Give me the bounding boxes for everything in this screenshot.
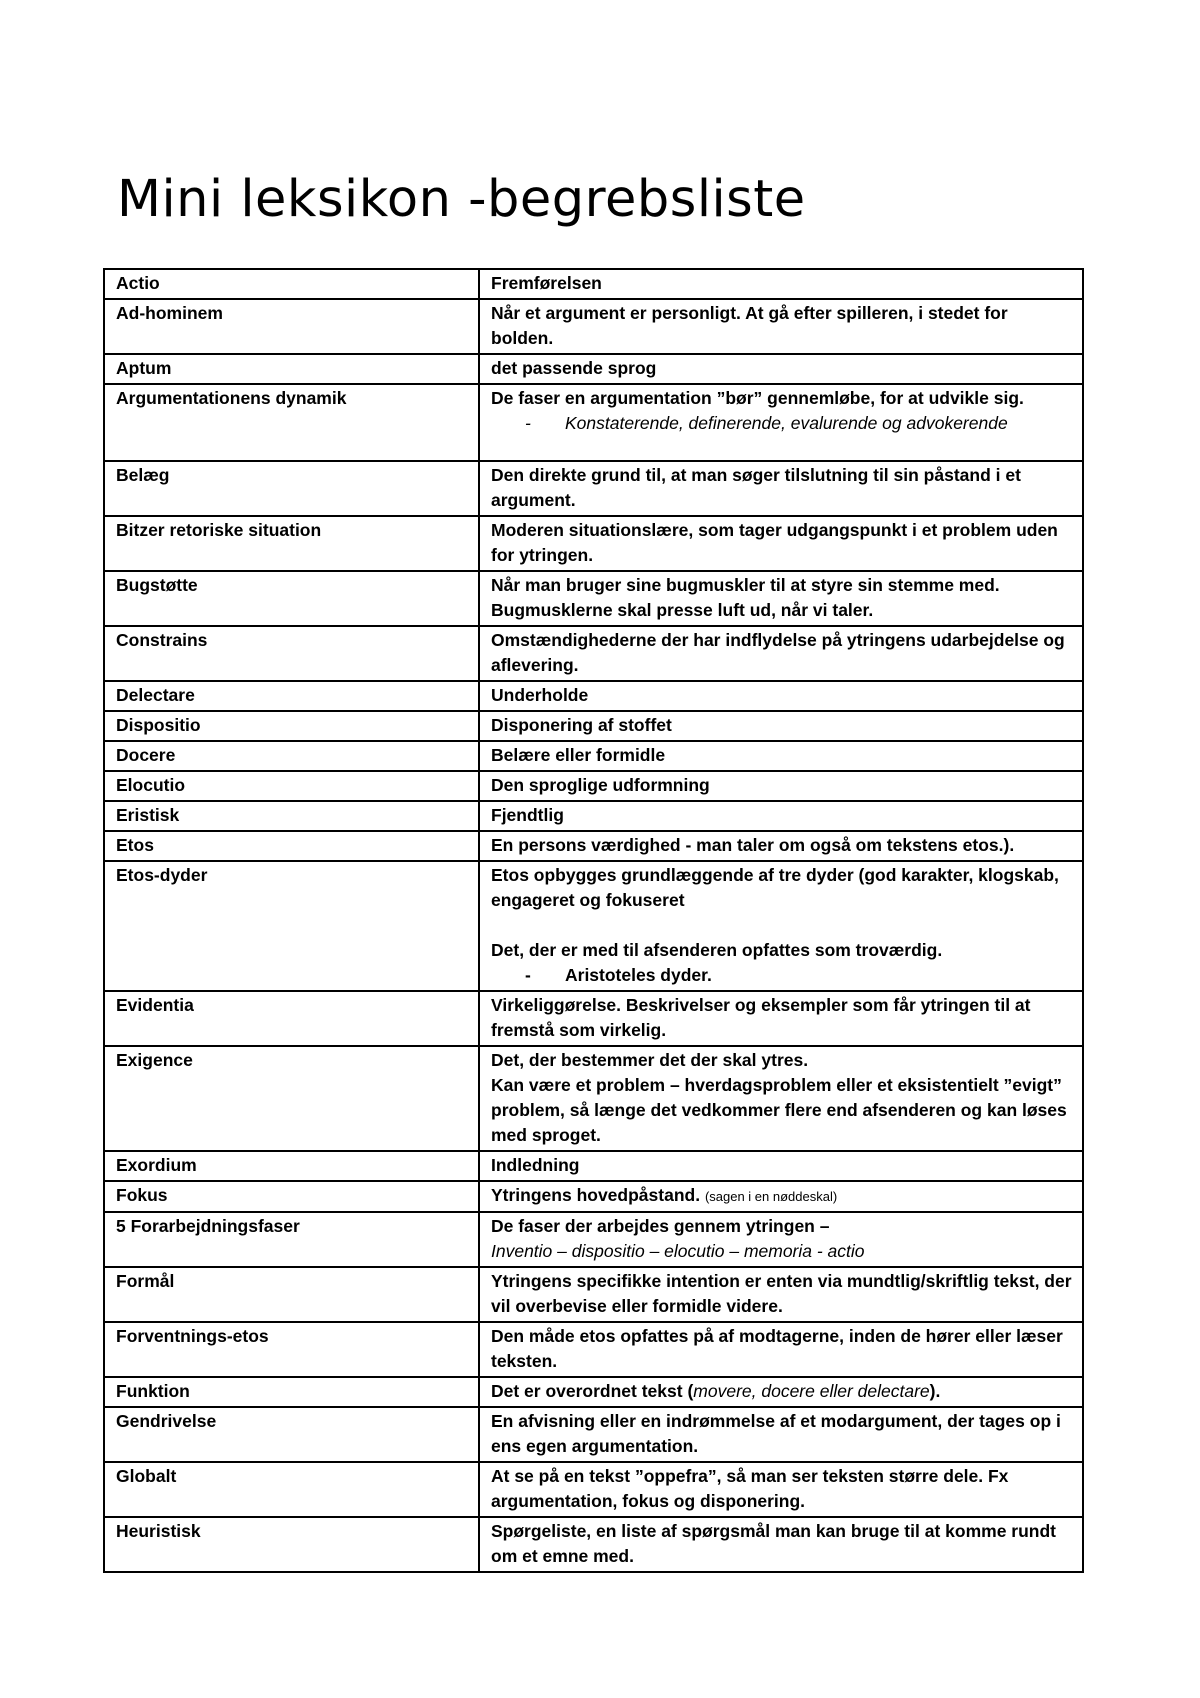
term-cell: Actio: [104, 269, 479, 299]
definition-cell: Indledning: [479, 1151, 1083, 1181]
definition-cell: Virkeliggørelse. Beskrivelser og eksempler som får ytringen til at fremstå som virkelig.: [479, 991, 1083, 1046]
definition-text: De faser en argumentation ”bør” gennemløbe, for at udvikle sig.: [491, 388, 1024, 408]
definition-text-2: Kan være et problem – hverdagsproblem eller et eksistentielt ”evigt” problem, så længe det vedkommer flere end afsenderen og kan løses med sproget.: [491, 1075, 1067, 1145]
term-cell: Gendrivelse: [104, 1407, 479, 1462]
definition-note: (sagen i en nøddeskal): [704, 1189, 838, 1204]
term-cell: Formål: [104, 1267, 479, 1322]
bullet-item: [491, 963, 1072, 988]
term-cell: Bitzer retoriske situation: [104, 516, 479, 571]
table-row: [104, 269, 1083, 299]
term-cell: Elocutio: [104, 771, 479, 801]
table-row: [104, 1212, 1083, 1267]
definition-cell: Moderen situationslære, som tager udgangspunkt i et problem uden for ytringen.: [479, 516, 1083, 571]
definition-cell: Omstændighederne der har indflydelse på ytringens udarbejdelse og aflevering.: [479, 626, 1083, 681]
definition-italic: movere, docere eller delectare: [693, 1381, 930, 1401]
table-row: [104, 831, 1083, 861]
definition-cell: Den direkte grund til, at man søger tilslutning til sin påstand i et argument.: [479, 461, 1083, 516]
definition-cell: Når et argument er personligt. At gå efter spilleren, i stedet for bolden.: [479, 299, 1083, 354]
bullet-dash: -: [525, 965, 531, 985]
term-cell: Docere: [104, 741, 479, 771]
term-cell: Bugstøtte: [104, 571, 479, 626]
term-cell: Belæg: [104, 461, 479, 516]
table-row: [104, 516, 1083, 571]
spacer: [491, 436, 1072, 458]
definition-cell: En persons værdighed - man taler om også om tekstens etos.).: [479, 831, 1083, 861]
term-cell: 5 Forarbejdningsfaser: [104, 1212, 479, 1267]
definition-cell: [479, 384, 1083, 461]
table-row: [104, 1046, 1083, 1151]
definition-text: Etos opbygges grundlæggende af tre dyder (god karakter, klogskab, engageret og fokuseret: [491, 865, 1059, 910]
table-row: [104, 741, 1083, 771]
definition-text: Ytringens hovedpåstand.: [491, 1185, 701, 1205]
table-row: [104, 1181, 1083, 1212]
table-row: [104, 1407, 1083, 1462]
table-row: [104, 299, 1083, 354]
glossary-table: [103, 268, 1084, 1573]
definition-cell: det passende sprog: [479, 354, 1083, 384]
table-row: [104, 711, 1083, 741]
definition-cell: Den måde etos opfattes på af modtagerne, inden de hører eller læser teksten.: [479, 1322, 1083, 1377]
term-cell: Forventnings-etos: [104, 1322, 479, 1377]
definition-text-end: ).: [929, 1381, 941, 1401]
table-row: [104, 1517, 1083, 1572]
term-cell: Exordium: [104, 1151, 479, 1181]
bullet-text: Konstaterende, definerende, evalurende og advokerende: [565, 413, 1008, 433]
term-cell: Evidentia: [104, 991, 479, 1046]
definition-cell: Disponering af stoffet: [479, 711, 1083, 741]
table-row: [104, 801, 1083, 831]
table-row: [104, 384, 1083, 461]
definition-cell: En afvisning eller en indrømmelse af et modargument, der tages op i ens egen argumentation.: [479, 1407, 1083, 1462]
definition-text-2: Det, der er med til afsenderen opfattes som troværdig.: [491, 940, 943, 960]
definition-cell: Fremførelsen: [479, 269, 1083, 299]
table-row: [104, 861, 1083, 991]
definition-cell: Underholde: [479, 681, 1083, 711]
spacer: [491, 913, 1072, 938]
definition-cell: [479, 1377, 1083, 1407]
table-row: [104, 354, 1083, 384]
term-cell: Argumentationens dynamik: [104, 384, 479, 461]
definition-cell: Den sproglige udformning: [479, 771, 1083, 801]
table-row: [104, 1322, 1083, 1377]
table-row: [104, 1151, 1083, 1181]
term-cell: Constrains: [104, 626, 479, 681]
definition-cell: [479, 1046, 1083, 1151]
term-cell: Ad-hominem: [104, 299, 479, 354]
term-cell: Heuristisk: [104, 1517, 479, 1572]
definition-cell: Fjendtlig: [479, 801, 1083, 831]
table-row: [104, 1267, 1083, 1322]
bullet-text: Aristoteles dyder.: [565, 965, 712, 985]
table-row: [104, 1377, 1083, 1407]
definition-text: De faser der arbejdes gennem ytringen –: [491, 1216, 830, 1236]
definition-cell: Spørgeliste, en liste af spørgsmål man kan bruge til at komme rundt om et emne med.: [479, 1517, 1083, 1572]
term-cell: Globalt: [104, 1462, 479, 1517]
term-cell: Eristisk: [104, 801, 479, 831]
table-row: [104, 461, 1083, 516]
definition-cell: [479, 861, 1083, 991]
term-cell: Fokus: [104, 1181, 479, 1212]
term-cell: Funktion: [104, 1377, 479, 1407]
page-title: Mini leksikon -begrebsliste: [117, 170, 806, 229]
definition-cell: Belære eller formidle: [479, 741, 1083, 771]
definition-text: Det er overordnet tekst (: [491, 1381, 694, 1401]
term-cell: Etos: [104, 831, 479, 861]
definition-cell: [479, 1212, 1083, 1267]
table-row: [104, 1462, 1083, 1517]
definition-cell: [479, 1181, 1083, 1212]
definition-cell: Når man bruger sine bugmuskler til at styre sin stemme med. Bugmusklerne skal presse luft ud, når vi taler.: [479, 571, 1083, 626]
term-cell: Aptum: [104, 354, 479, 384]
definition-italic: Inventio – dispositio – elocutio – memoria - actio: [491, 1241, 865, 1261]
definition-text: Det, der bestemmer det der skal ytres.: [491, 1050, 809, 1070]
table-row: [104, 626, 1083, 681]
table-row: [104, 991, 1083, 1046]
definition-cell: Ytringens specifikke intention er enten via mundtlig/skriftlig tekst, der vil overbevise eller formidle videre.: [479, 1267, 1083, 1322]
table-row: [104, 771, 1083, 801]
bullet-item: [491, 411, 1072, 436]
table-row: [104, 681, 1083, 711]
table-row: [104, 571, 1083, 626]
bullet-dash: -: [525, 413, 531, 433]
term-cell: Dispositio: [104, 711, 479, 741]
definition-cell: At se på en tekst ”oppefra”, så man ser teksten større dele. Fx argumentation, fokus og disponering.: [479, 1462, 1083, 1517]
term-cell: Etos-dyder: [104, 861, 479, 991]
term-cell: Delectare: [104, 681, 479, 711]
term-cell: Exigence: [104, 1046, 479, 1151]
